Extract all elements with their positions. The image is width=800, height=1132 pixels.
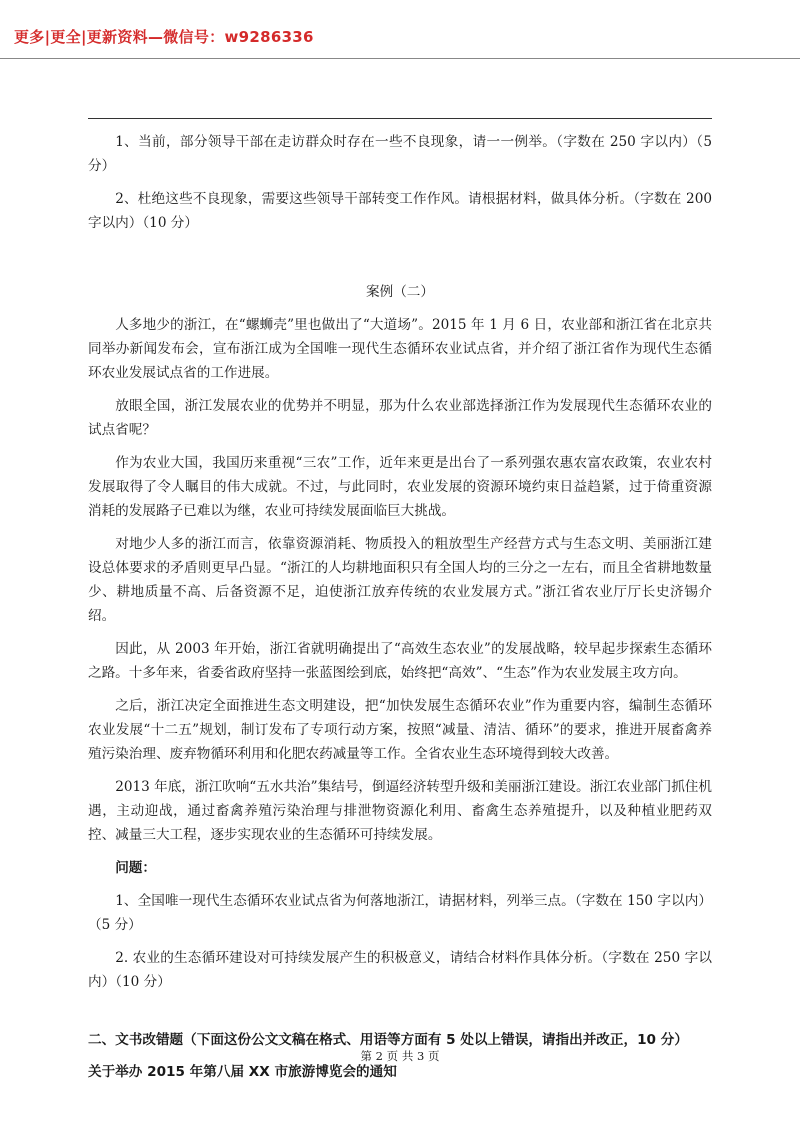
case2-paragraph: 作为农业大国，我国历来重视“三农”工作，近年来更是出台了一系列强农惠农富农政策，农业农村发展取得了令人瞩目的伟大成就。不过，与此同时，农业发展的资源环境约束日益趋紧，过于倚重资源消耗的发展路子已难以为继，农业可持续发展面临巨大挑战。 — [88, 455, 712, 519]
case2-paragraph: 因此，从 2003 年开始，浙江省就明确提出了“高效生态农业”的发展战略，较早起步探索生态循环之路。十多年来，省委省政府坚持一张蓝图绘到底，始终把“高效”、“生态”作为农业发展主攻方向。 — [88, 641, 712, 681]
case2-paragraph: 对地少人多的浙江而言，依靠资源消耗、物质投入的粗放型生产经营方式与生态文明、美丽浙江建设总体要求的矛盾则更早凸显。“浙江的人均耕地面积只有全国人均的三分之一左右，而且全省耕地数量少、耕地质量不高、后备资源不足，迫使浙江放弃传统的农业发展方式。”浙江省农业厅厅长史济锡介绍。 — [88, 536, 712, 624]
document-body — [88, 130, 712, 1084]
case2-question-1: 1、全国唯一现代生态循环农业试点省为何落地浙江，请据材料，列举三点。（字数在 150 字以内）（5 分） — [88, 893, 712, 933]
header-divider — [0, 58, 800, 59]
case1-question-1: 1、当前，部分领导干部在走访群众时存在一些不良现象，请一一例举。（字数在 250 字以内）（5 分） — [88, 134, 712, 174]
case1-question-2: 2、杜绝这些不良现象，需要这些领导干部转变工作作风。请根据材料，做具体分析。（字数在 200 字以内）（10 分） — [88, 191, 712, 231]
section-divider — [88, 118, 712, 119]
case2-paragraph: 人多地少的浙江，在“螺蛳壳”里也做出了“大道场”。2015 年 1 月 6 日，农业部和浙江省在北京共同举办新闻发布会，宣布浙江成为全国唯一现代生态循环农业试点省，并介绍了浙江省作为现代生态循环农业发展试点省的工作进展。 — [88, 317, 712, 381]
case2-paragraph: 2013 年底，浙江吹响“五水共治”集结号，倒逼经济转型升级和美丽浙江建设。浙江农业部门抓住机遇，主动迎战，通过畜禽养殖污染治理与排泄物资源化利用、畜禽生态养殖提升，以及种植业肥药双控、减量三大工程，逐步实现农业的生态循环可持续发展。 — [88, 779, 712, 843]
case2-paragraph: 放眼全国，浙江发展农业的优势并不明显，那为什么农业部选择浙江作为发展现代生态循环农业的试点省呢？ — [88, 398, 712, 438]
case2-question-2: 2. 农业的生态循环建设对可持续发展产生的积极意义，请结合材料作具体分析。（字数在 250 字以内）（10 分） — [88, 950, 712, 990]
case2-paragraph: 之后，浙江决定全面推进生态文明建设，把“加快发展生态循环农业”作为重要内容，编制生态循环农业发展“十二五”规划，制订发布了专项行动方案，按照“减量、清洁、循环”的要求，推进开展畜禽养殖污染治理、废弃物循环利用和化肥农药减量等工作。全省农业生态环境得到较大改善。 — [88, 698, 712, 762]
watermark-text: 更多|更全|更新资料—微信号：w9286336 — [14, 28, 314, 46]
case2-heading: 案例（二） — [366, 284, 434, 300]
section2-title: 二、文书改错题（下面这份公文文稿在格式、用语等方面有 5 处以上错误，请指出并改正，10 分） — [88, 1032, 688, 1048]
page-number: 第 2 页 共 3 页 — [360, 1049, 440, 1063]
notice-title: 关于举办 2015 年第八届 XX 市旅游博览会的通知 — [88, 1064, 397, 1080]
case2-questions-label: 问题： — [115, 860, 156, 876]
